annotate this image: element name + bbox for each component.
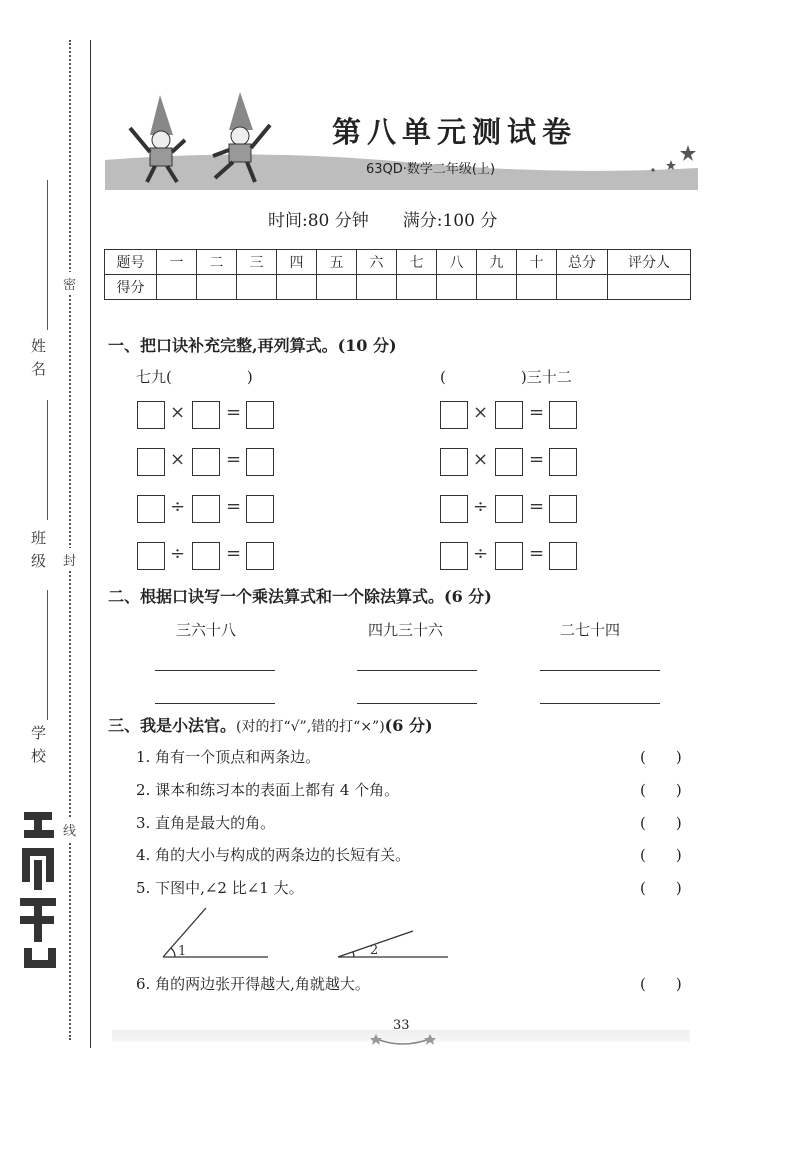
answer-box[interactable] [495,448,523,476]
score-header-cell: 一 [157,250,197,275]
equals-sign: = [226,543,242,564]
times-sign: × [473,402,489,423]
rhyme-1: 三六十八 [176,621,237,639]
score-header-cell: 六 [357,250,397,275]
score-header-cell: 评分人 [608,250,691,275]
name-label: 姓名 [29,338,47,384]
answer-line[interactable] [155,670,275,671]
judge-answer-2[interactable]: ( ) [640,781,682,799]
answer-box[interactable] [549,448,577,476]
section1-left-prompt: 七九( ) [136,368,253,386]
brand-logo [10,800,65,975]
divide-sign: ÷ [170,543,186,564]
angle-2-label: 2 [370,943,379,958]
equals-sign: = [529,496,545,517]
page-subtitle: 63QD·数学二年级(上) [366,162,496,177]
name-write-line [47,180,48,330]
answer-box[interactable] [137,448,165,476]
times-sign: × [170,449,186,470]
school-write-line [47,590,48,720]
answer-box[interactable] [495,542,523,570]
score-cell[interactable] [517,275,557,300]
answer-box[interactable] [246,401,274,429]
answer-box[interactable] [440,542,468,570]
equals-sign: = [529,449,545,470]
page-number: 33 [393,1018,410,1033]
rhyme-3: 二七十四 [560,621,621,639]
judge-answer-1[interactable]: ( ) [640,748,682,766]
judge-item-6: 6. 角的两边张开得越大,角就越大。 [136,975,370,993]
score-cell[interactable] [477,275,517,300]
school-label: 学校 [29,725,47,771]
score-table [104,249,691,300]
answer-box[interactable] [192,542,220,570]
score-cell[interactable] [197,275,237,300]
answer-box[interactable] [137,542,165,570]
score-header-cell: 题号 [105,250,157,275]
star-icon [651,168,654,171]
equals-sign: = [226,496,242,517]
score-header-cell: 十 [517,250,557,275]
section3-title: 三、我是小法官。 [108,716,237,735]
score-header-cell: 七 [397,250,437,275]
judge-answer-6[interactable]: ( ) [640,975,682,993]
score-cell[interactable] [397,275,437,300]
star-icon [680,145,696,161]
score-cell[interactable] [237,275,277,300]
section2-heading: 二、根据口诀写一个乘法算式和一个除法算式。(6 分) [108,587,492,606]
answer-box[interactable] [137,495,165,523]
binding-dotted-line [69,40,71,1040]
judge-item-5: 5. 下图中,∠2 比∠1 大。 [136,879,304,897]
binding-solid-line [90,40,91,1048]
score-header-cell: 三 [237,250,277,275]
divide-sign: ÷ [170,496,186,517]
score-cell[interactable] [317,275,357,300]
divide-sign: ÷ [473,543,489,564]
judge-item-2: 2. 课本和练习本的表面上都有 4 个角。 [136,781,400,799]
answer-box[interactable] [549,495,577,523]
angle-figures [158,905,458,965]
class-label: 班级 [29,530,47,576]
times-sign: × [473,449,489,470]
answer-box[interactable] [495,495,523,523]
answer-box[interactable] [549,401,577,429]
score-header-cell: 五 [317,250,357,275]
section3-score: (6 分) [384,716,433,735]
angle-1-label: 1 [178,944,187,959]
equals-sign: = [529,543,545,564]
answer-box[interactable] [440,401,468,429]
answer-line[interactable] [155,703,275,704]
score-header-cell: 九 [477,250,517,275]
answer-box[interactable] [192,495,220,523]
answer-box[interactable] [192,448,220,476]
score-header-cell: 四 [277,250,317,275]
score-value-row [105,275,691,300]
times-sign: × [170,402,186,423]
equals-sign: = [226,402,242,423]
answer-box[interactable] [246,542,274,570]
judge-item-4: 4. 角的大小与构成的两条边的长短有关。 [136,846,411,864]
score-header-cell: 八 [437,250,477,275]
judge-item-3: 3. 直角是最大的角。 [136,814,276,832]
seal-mi: 密 [63,272,76,295]
score-cell[interactable] [557,275,608,300]
answer-box[interactable] [440,495,468,523]
equals-sign: = [226,449,242,470]
time-info: 时间:80 分钟 满分:100 分 [268,211,498,231]
score-header-row [105,250,691,275]
seal-xian: 线 [63,818,76,841]
angle-2-figure [338,931,448,957]
section1-right-prompt: ( )三十二 [440,368,572,386]
score-cell[interactable] [608,275,691,300]
answer-box[interactable] [137,401,165,429]
answer-line[interactable] [540,703,660,704]
judge-answer-4[interactable]: ( ) [640,846,682,864]
answer-box[interactable] [246,495,274,523]
answer-box[interactable] [440,448,468,476]
section3-heading [108,713,433,736]
score-cell[interactable] [357,275,397,300]
score-cell[interactable] [277,275,317,300]
score-header-cell: 总分 [557,250,608,275]
section3-note: (对的打“√”,错的打“×”) [236,719,385,735]
rhyme-2: 四九三十六 [368,621,444,639]
divide-sign: ÷ [473,496,489,517]
score-cell[interactable] [437,275,477,300]
judge-answer-3[interactable]: ( ) [640,814,682,832]
judge-answer-5[interactable]: ( ) [640,879,682,897]
judge-item-1: 1. 角有一个顶点和两条边。 [136,748,321,766]
section1-heading: 一、把口诀补充完整,再列算式。(10 分) [108,336,397,355]
score-row-label: 得分 [105,275,157,300]
score-header-cell: 二 [197,250,237,275]
answer-box[interactable] [246,448,274,476]
score-cell[interactable] [157,275,197,300]
answer-box[interactable] [192,401,220,429]
star-icon [666,160,676,170]
answer-line[interactable] [357,703,477,704]
seal-feng: 封 [63,548,76,571]
page-title: 第八单元测试卷 [332,115,578,149]
answer-line[interactable] [357,670,477,671]
equals-sign: = [529,402,545,423]
answer-box[interactable] [495,401,523,429]
answer-line[interactable] [540,670,660,671]
class-write-line [47,400,48,520]
answer-box[interactable] [549,542,577,570]
